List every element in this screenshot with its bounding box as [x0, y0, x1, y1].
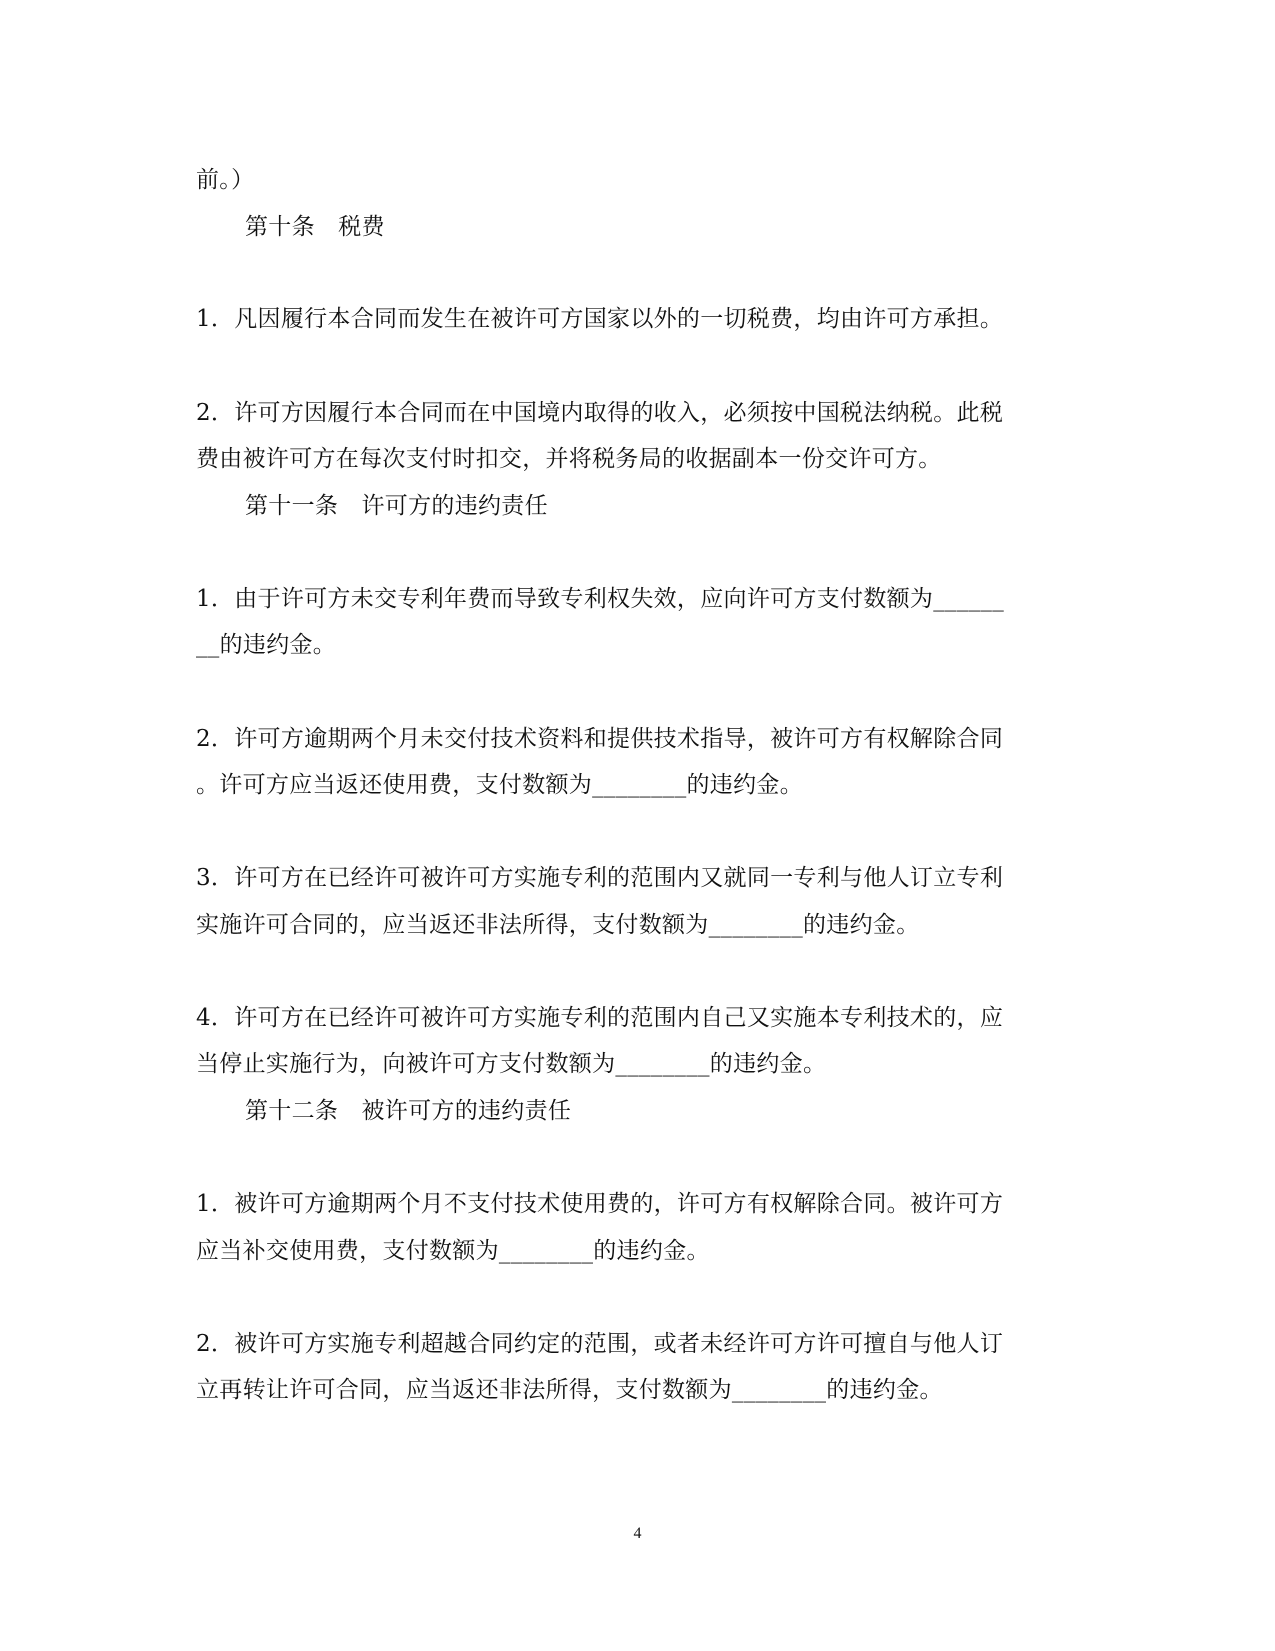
text-line: 1．被许可方逾期两个月不支付技术使用费的，许可方有权解除合同。被许可方 — [196, 1191, 1004, 1217]
page-number: 4 — [633, 1525, 642, 1542]
text-line: 4．许可方在已经许可被许可方实施专利的范围内自己又实施本专利技术的，应 — [196, 1005, 1004, 1031]
section-heading-article-11: 第十一条 许可方的违约责任 — [245, 493, 548, 519]
text-line: __的违约金。 — [196, 632, 337, 658]
text-line: 1．由于许可方未交专利年费而导致专利权失效，应向许可方支付数额为______ — [196, 586, 1005, 612]
text-line: 1．凡因履行本合同而发生在被许可方国家以外的一切税费，均由许可方承担。 — [196, 306, 1004, 332]
section-heading-article-12: 第十二条 被许可方的违约责任 — [245, 1098, 572, 1124]
text-line: 2．被许可方实施专利超越合同约定的范围，或者未经许可方许可擅自与他人订 — [196, 1331, 1004, 1357]
text-line: 费由被许可方在每次支付时扣交，并将税务局的收据副本一份交许可方。 — [196, 446, 942, 472]
text-line: 应当补交使用费，支付数额为________的违约金。 — [196, 1238, 710, 1264]
text-line: 2．许可方逾期两个月未交付技术资料和提供技术指导，被许可方有权解除合同 — [196, 726, 1004, 752]
section-heading-article-10: 第十条 税费 — [245, 214, 385, 240]
text-line: 前。） — [196, 167, 255, 193]
text-line: 3．许可方在已经许可被许可方实施专利的范围内又就同一专利与他人订立专利 — [196, 865, 1004, 891]
text-line: 立再转让许可合同，应当返还非法所得，支付数额为________的违约金。 — [196, 1377, 943, 1403]
text-line: 实施许可合同的，应当返还非法所得，支付数额为________的违约金。 — [196, 912, 920, 938]
text-line: 2．许可方因履行本合同而在中国境内取得的收入，必须按中国税法纳税。此税 — [196, 400, 1004, 426]
text-line: 当停止实施行为，向被许可方支付数额为________的违约金。 — [196, 1051, 827, 1077]
text-line: 。许可方应当返还使用费，支付数额为________的违约金。 — [196, 772, 803, 798]
